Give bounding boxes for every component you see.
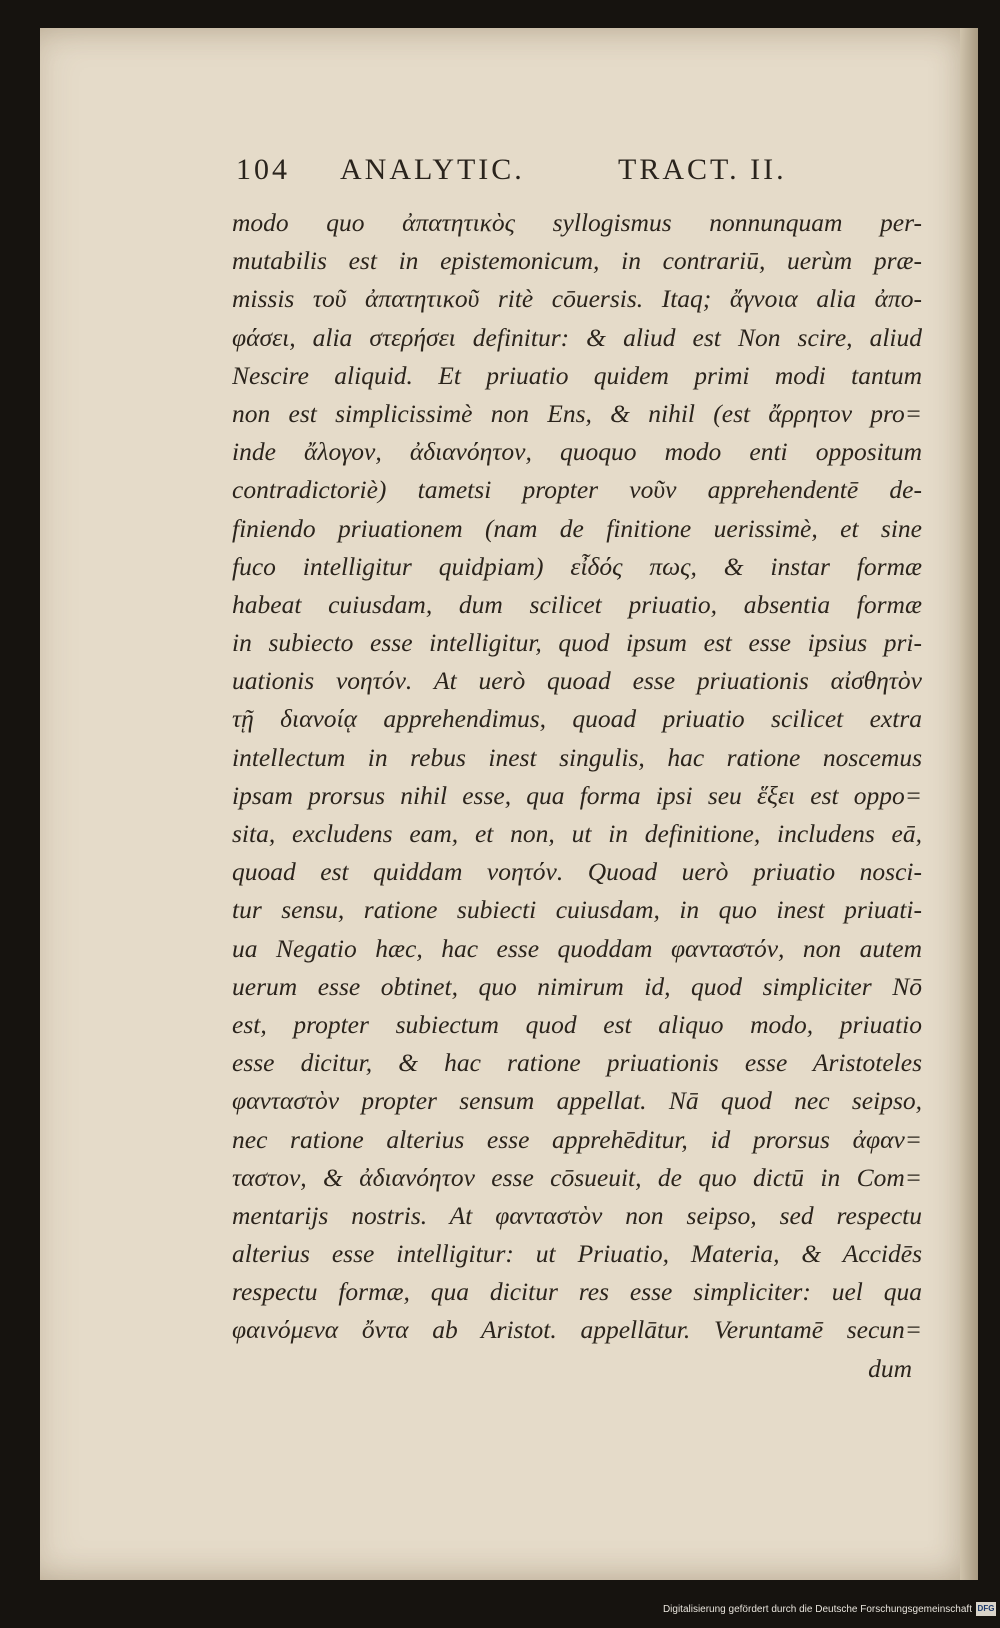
text-line: tur sensu, ratione subiecti cuiusdam, in quo inest priuati- <box>232 895 922 925</box>
funding-credit: Digitalisierung gefördert durch die Deutsche Forschungsgemeinschaft <box>662 1604 972 1615</box>
text-line: est, propter subiectum quod est aliquo modo, priuatio <box>232 1009 922 1039</box>
text-line: τῇ διανοίᾳ apprehendimus, quoad priuatio scilicet extra <box>232 704 922 734</box>
text-line: fuco intelligitur quidpiam) εἶδός πως, & instar formæ <box>232 551 922 581</box>
text-line: habeat cuiusdam, dum scilicet priuatio, absentia formæ <box>232 589 922 619</box>
page-number: 104 <box>236 153 290 186</box>
text-line: in subiecto esse intelligitur, quod ipsum est esse ipsius pri- <box>232 628 922 658</box>
text-line: φανταστὸν propter sensum appellat. Nā quod nec seipso, <box>232 1086 922 1116</box>
text-line: ταστον, & ἀδιανόητον esse cōsueuit, de quo dictū in Com= <box>232 1162 922 1192</box>
text-line: ipsam prorsus nihil esse, qua forma ipsi seu ἕξει est oppo= <box>232 780 922 810</box>
text-line: contradictoriè) tametsi propter νοῦν apprehendentē de- <box>232 475 922 505</box>
text-line: ua Negatio hæc, hac esse quoddam φανταστόν, non autem <box>232 933 922 963</box>
book-page <box>40 28 978 1580</box>
text-line: quoad est quiddam νοητόν. Quoad uerò priuatio nosci- <box>232 857 922 887</box>
text-line: uerum esse obtinet, quo nimirum id, quod simpliciter Nō <box>232 971 922 1001</box>
text-line: non est simplicissimè non Ens, & nihil (est ἄρρητον pro= <box>232 398 922 428</box>
text-line: mentarijs nostris. At φανταστὸν non seipso, sed respectu <box>232 1200 922 1230</box>
running-head <box>236 153 916 193</box>
text-line: alterius esse intelligitur: ut Priuatio, Materia, & Accidēs <box>232 1239 922 1269</box>
running-title-left: ANALYTIC. <box>340 153 525 186</box>
text-line: nec ratione alterius esse apprehēditur, id prorsus ἀφαν= <box>232 1124 922 1154</box>
text-line: sita, excludens eam, et non, ut in definitione, includens eā, <box>232 819 922 848</box>
text-line: intellectum in rebus inest singulis, hac ratione noscemus <box>232 742 922 772</box>
text-line: missis τοῦ ἀπατητικοῦ ritè cōuersis. Itaq; ἄγνοια alia ἀπο- <box>232 284 922 314</box>
dfg-logo-icon: DFG <box>976 1602 996 1616</box>
text-line: mutabilis est in epistemonicum, in contrariū, uerùm præ- <box>232 246 922 276</box>
text-line: inde ἄλογον, ἀδιανόητον, quoquo modo enti oppositum <box>232 437 922 467</box>
text-line: finiendo priuationem (nam de finitione uerissimè, et sine <box>232 513 922 543</box>
running-title-right: TRACT. II. <box>618 153 787 186</box>
text-line: Nescire aliquid. Et priuatio quidem primi modi tantum <box>232 360 922 390</box>
text-line: φαινόμενα ὄντα ab Aristot. appellātur. Veruntamē secun= <box>232 1315 922 1345</box>
text-line: φάσει, alia στερήσει definitur: & aliud est Non scire, aliud <box>232 322 922 352</box>
page-edge-shadow <box>960 28 978 1580</box>
digitization-footer <box>0 1596 1000 1628</box>
text-line: esse dicitur, & hac ratione priuationis esse Aristoteles <box>232 1048 922 1078</box>
text-line: modo quo ἀπατητικὸς syllogismus nonnunquam per- <box>232 208 922 237</box>
catchword: dum <box>868 1353 912 1383</box>
text-line: respectu formæ, qua dicitur res esse simpliciter: uel qua <box>232 1277 922 1307</box>
text-line: uationis νοητόν. At uerò quoad esse priuationis αἰσθητὸν <box>232 666 922 696</box>
body-text <box>232 204 922 1388</box>
